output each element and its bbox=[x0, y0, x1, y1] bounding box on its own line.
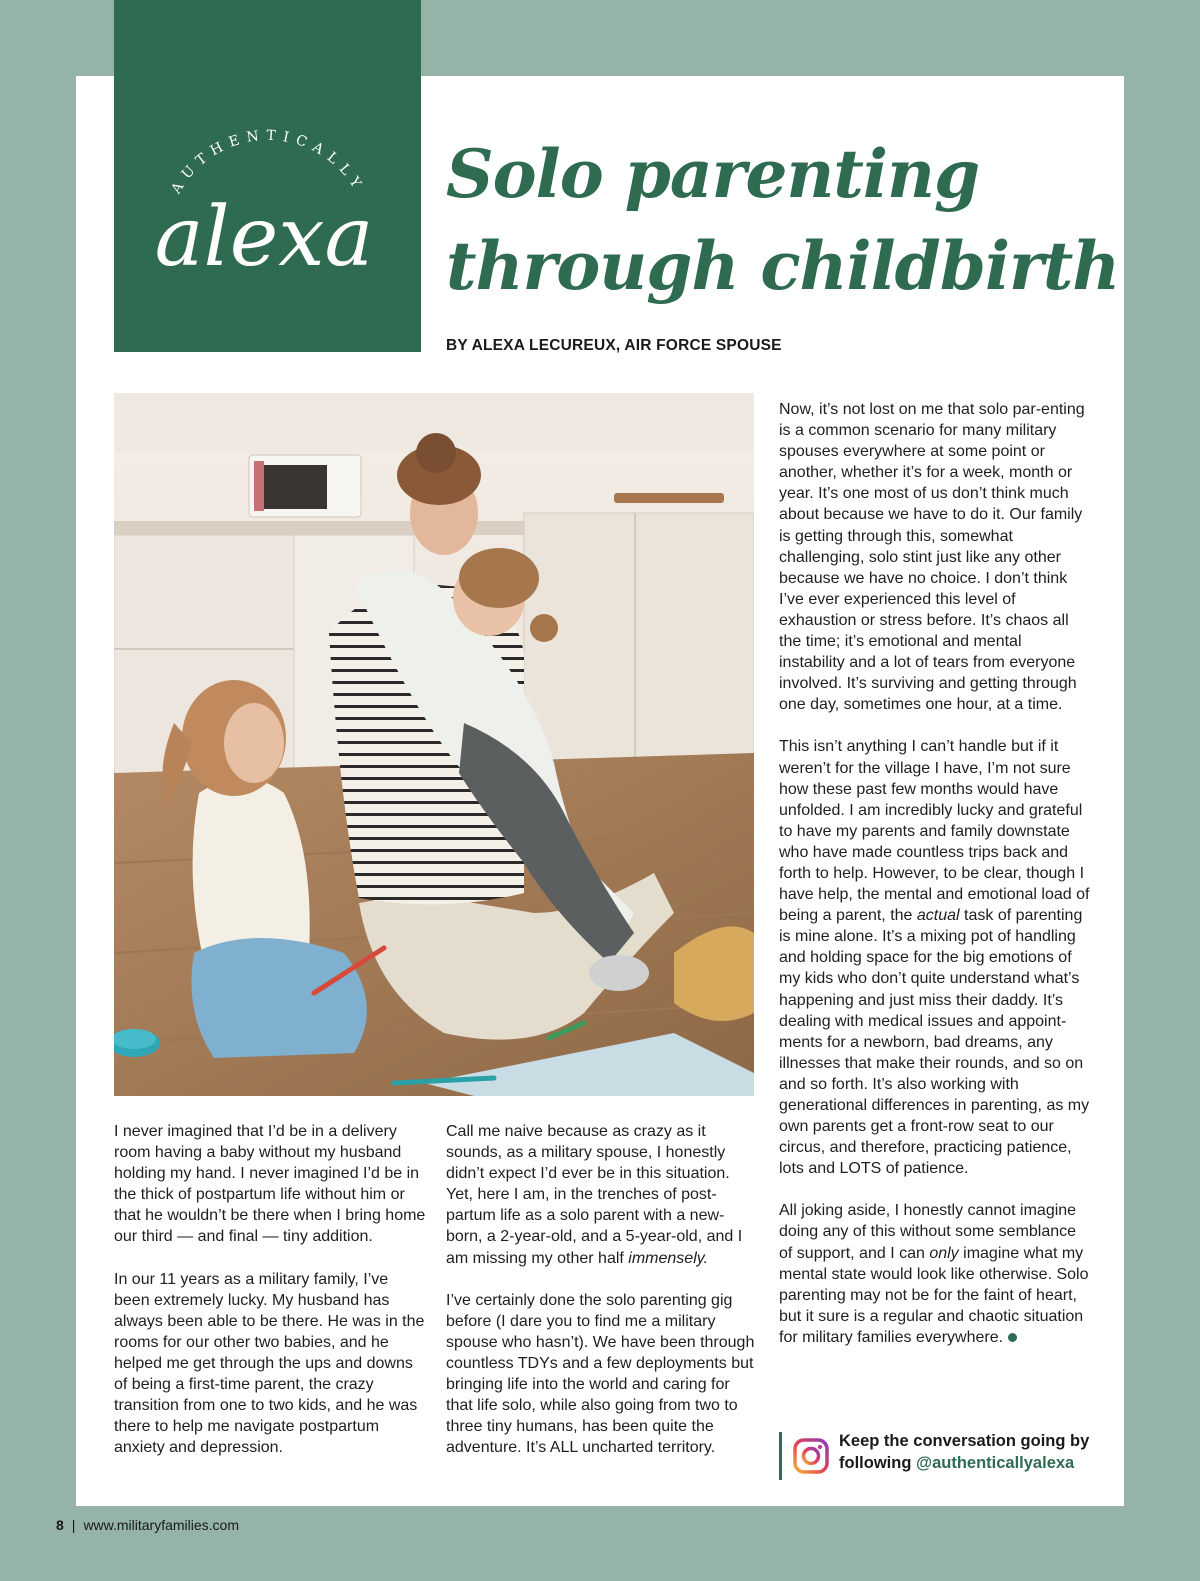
social-callout bbox=[779, 1430, 1109, 1484]
logo-script-text: alexa bbox=[154, 190, 374, 285]
page-number: 8 bbox=[56, 1517, 64, 1533]
col3-p3-text-start: All joking aside, I honestly cannot imagine doing any of this without some semblance of support, and I can bbox=[779, 1202, 1077, 1262]
article-column-1 bbox=[114, 1121, 426, 1479]
callout-line-1: Keep the conversation going by bbox=[839, 1432, 1090, 1450]
col2-p1-text: Call me naive because as crazy as it sounds, as a military spouse, I honestly didn’t expect I’d ever be in this situation. Yet, here I am, in the trenches of post-partum life as a solo parent with a new-born, a 2-year-old, and a 5-year-old, and I am missing my other half bbox=[446, 1123, 743, 1267]
callout-text bbox=[839, 1430, 1089, 1474]
col3-paragraph-2 bbox=[779, 736, 1091, 1179]
col2-paragraph-2: I’ve certainly done the solo parenting gig before (I dare you to find me a military spouse who hasn’t). We have been through countless TDYs and a few deployments but bringing life into the world and caring for that life solo, while also going from two to three tiny humans, has been quite the adventure. It’s ALL uncharted territory. bbox=[446, 1291, 755, 1457]
article-title bbox=[446, 128, 1119, 312]
col3-p2-text-end: task of parenting is mine alone. It’s a mixing pot of handling and holding space for the big emotions of my kids who don’t quite understand what’s happening and just miss their daddy. It’s dealing with medical issues and appoint-ments for a newborn, bad dreams, any illnesses that make their rounds, and so on and so forth. It’s also working with generational differences in parenting, as my own parents get a front-row seat to our circus, and therefore, practicing patience, lots and LOTS of patience. bbox=[779, 907, 1090, 1178]
col3-paragraph-3 bbox=[779, 1200, 1091, 1348]
article-column-3 bbox=[779, 399, 1091, 1369]
article-column-2 bbox=[446, 1121, 758, 1479]
callout-accent-bar bbox=[779, 1432, 782, 1480]
article-byline: BY ALEXA LECUREUX, AIR FORCE SPOUSE bbox=[446, 337, 782, 354]
photo-illustration bbox=[114, 393, 754, 1096]
col1-paragraph-2: In our 11 years as a military family, I’ve been extremely lucky. My husband has always been able to be there. He was in the rooms for our other two babies, and he helped me get through the ups and downs of being a first-time parent, the crazy transition from one to two kids, and he was there to help me navigate postpartum anxiety and depression. bbox=[114, 1270, 425, 1457]
col3-p3-emphasis: only bbox=[929, 1244, 959, 1262]
title-line-1: Solo parenting bbox=[446, 135, 980, 213]
logo-arc-text: AUTHENTICALLY bbox=[168, 127, 368, 197]
mother-children-photo bbox=[114, 393, 754, 1096]
footer-url[interactable]: www.militaryfamilies.com bbox=[83, 1517, 240, 1533]
page-footer bbox=[56, 1517, 239, 1533]
col3-paragraph-1: Now, it’s not lost on me that solo par-enting is a common scenario for many military spouses everywhere at some point or another, whether it’s for a week, month or year. It’s one most of us don’t think much about because we have to do it. Our family is getting through this, somewhat challenging, solo stint just like any other because we have no choice. I don’t think I’ve ever experienced this level of exhaustion or stress before. It’s chaos all the time; it’s emotional and mental instability and a lot of tears from everyone involved. It’s surviving and getting through one day, sometimes one hour, at a time. bbox=[779, 401, 1085, 714]
col2-p1-emphasis: immensely. bbox=[628, 1249, 708, 1267]
col3-p2-emphasis: actual bbox=[916, 907, 960, 925]
col2-paragraph-1 bbox=[446, 1121, 758, 1269]
logo-graphic bbox=[114, 0, 421, 352]
col3-p2-text-start: This isn’t anything I can’t handle but if it weren’t for the village I have, I’m not sure how these past few months would have unfolded. I am incredibly lucky and grateful to have my parents and family downstate who have made countless trips back and forth to help. However, to be clear, though I have help, the mental and emotional load of being a parent, the bbox=[779, 738, 1090, 925]
end-mark-dot bbox=[1008, 1333, 1017, 1342]
svg-text:AUTHENTICALLY bbox=[168, 128, 368, 198]
instagram-handle[interactable]: @authenticallyalexa bbox=[915, 1454, 1075, 1472]
callout-line-2-prefix: following bbox=[839, 1454, 916, 1472]
col1-paragraph-1: I never imagined that I’d be in a delivery room having a baby without my husband holding my hand. I never imagined I’d be in the thick of postpartum life without him or that he wouldn’t be there when I bring home our third — and final — tiny addition. bbox=[114, 1123, 426, 1246]
authentically-alexa-logo bbox=[114, 0, 421, 352]
col3-p3-text-end: imagine what my mental state would look like otherwise. Solo parenting may not be for the faint of heart, but it sure is a regular and chaotic situation for military families everywhere. bbox=[779, 1244, 1089, 1346]
footer-separator: | bbox=[71, 1517, 76, 1533]
title-line-2: through childbirth bbox=[446, 227, 1120, 305]
instagram-icon bbox=[793, 1438, 829, 1474]
